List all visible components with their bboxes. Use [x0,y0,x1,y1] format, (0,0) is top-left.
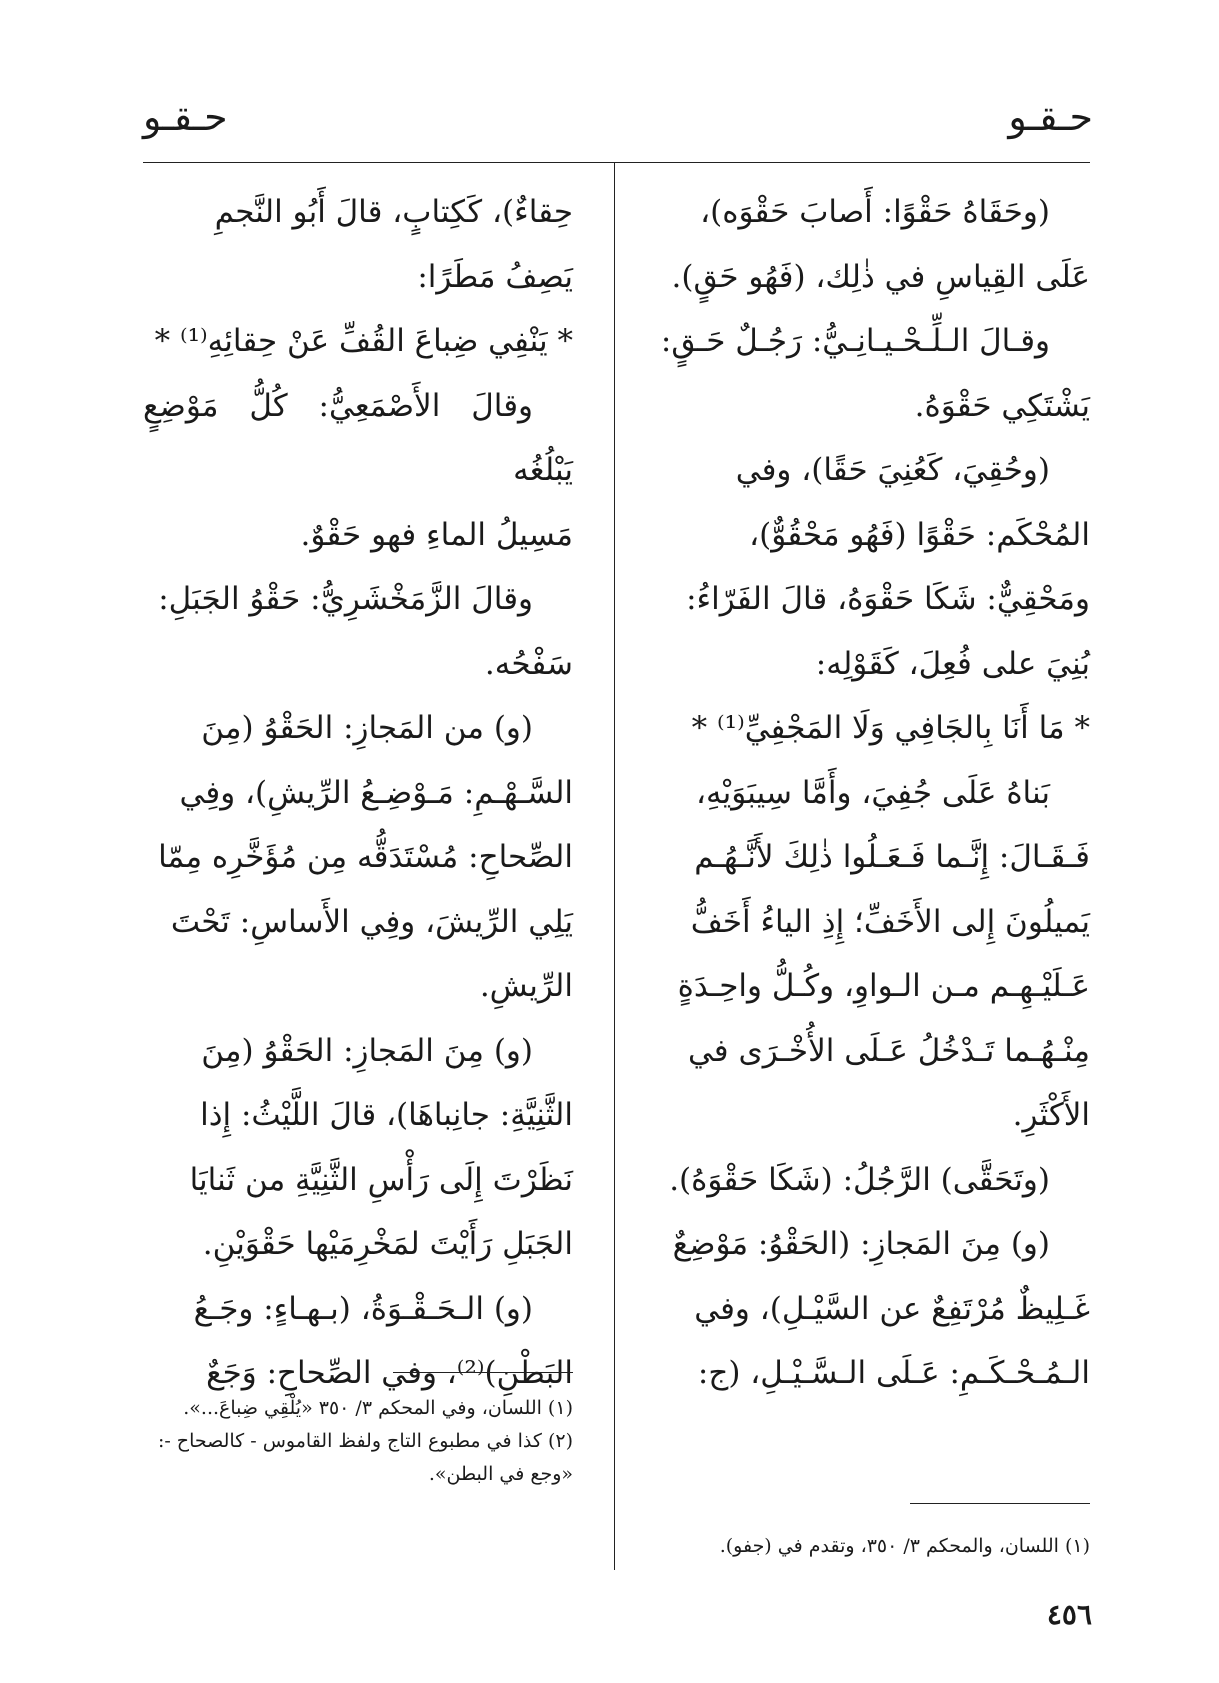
left-column [143,180,573,1406]
footnote: (٢) كذا في مطبوع التاج ولفظ القاموس - كالصحاح -: «وجع في البطن». [157,1430,573,1485]
text-line: فَـقَـالَ: إِنَّـما فَـعَـلُوا ذٰلِكَ لأَنَّـهُـم [694,839,1090,875]
text-line: حِقاءٌ)، كَكِتابٍ، قالَ أَبُو النَّجمِ [214,194,573,230]
text-line: يَلِي الرِّيشَ، وفِي الأَساسِ: تَحْتَ [170,903,573,940]
text-line: ومَحْقِيٌّ: شَكَا حَقْوَهُ، قالَ الفَرّاءُ: [686,581,1090,617]
running-header-right: حـقـو [1008,95,1093,139]
verse-line: * يَنْفِي ضِباعَ القُفِّ عَنْ حِقائِهِ⁽¹⁾ * [154,323,573,359]
header-rule [143,162,1090,163]
footnote: (١) اللسان، وفي المحكم ٣/ ٣٥٠ «يُلْقِي ضِباعَ...». [183,1397,573,1419]
text-line: (و) مِنَ المَجازِ: (الحَقْوُ: مَوْضِعٌ [672,1226,1050,1262]
text-line: الثَّنِيَّةِ: جانِباهَا)، قالَ اللَّيْثُ: إِذا [200,1097,573,1133]
text-line: (وحَقَاهُ حَقْوًا: أَصابَ حَقْوَه)، [700,194,1050,230]
text-line: عَلَى القِياسِ في ذٰلِك، (فَهُو حَقٍ). [671,258,1090,295]
text-line: السَّـهْـمِ: مَـوْضِـعُ الرِّيشِ)، وفِي [179,774,573,811]
text-line: الصِّحاحِ: مُسْتَدَقُّه مِن مُؤَخَّرِه مِمّا [158,839,573,875]
text-line: يَشْتَكِي حَقْوَهُ. [914,387,1090,424]
text-line: الأَكْثَرِ. [1012,1097,1090,1133]
text-line: غَـلِيظٌ مُرْتَفِعٌ عن السَّيْـلِ)، وفي [694,1290,1090,1327]
text-line: (و) مِنَ المَجازِ: الحَقْوُ (مِنَ [201,1032,533,1069]
text-line: سَفْحُه. [484,645,573,682]
text-line: البَطْنِ)⁽²⁾، وفي الصِّحاحِ: وَجَعٌ [206,1355,573,1391]
footnotes-left [143,1392,573,1491]
footnote-rule-left [393,1372,573,1373]
text-line: يَميلُونَ إِلى الأَخَفِّ؛ إِذِ الياءُ أَخَفُّ [690,903,1090,940]
text-line: الجَبَلِ رَأَيْتَ لمَخْرِمَيْها حَقْوَيْنِ. [202,1226,573,1262]
text-line: مَسِيلُ الماءِ فهو حَقْوٌ. [300,516,573,553]
text-line: الـمُـحْـكَـمِ: عَـلَى الـسَّـيْـلِ، (ج: [697,1355,1090,1391]
text-line: وقـالَ الـلِّـحْـيـانِـيُّ: رَجُـلٌ حَـقٍ: [660,323,1050,359]
verse-line: * مَا أَنَا بِالجَافِي وَلَا المَجْفِيِّ⁽¹⁾ * [691,710,1090,746]
text-line: وقالَ الأَصْمَعِيُّ: كُلُّ مَوْضِعٍ يَبْلُغُه [143,387,573,488]
running-header-left: حـقـو [143,95,228,139]
text-line: (وتَحَقَّى) الرَّجُلُ: (شَكَا حَقْوَهُ). [669,1161,1050,1198]
text-line: بَناهُ عَلَى جُفِيَ، وأَمَّا سِيبَوَيْهِ، [696,774,1050,811]
text-line: يَصِفُ مَطَرًا: [417,258,573,295]
footnote-rule-right [910,1503,1090,1504]
text-line: نَظَرْتَ إِلَى رَأْسِ الثَّنِيَّةِ من ثَنايَا [189,1161,573,1198]
footnote: (١) اللسان، والمحكم ٣/ ٣٥٠، وتقدم في (جفو). [719,1535,1090,1557]
text-line: بُنِيَ على فُعِلَ، كَقَوْلِه: [815,645,1090,682]
text-line: المُحْكَم: حَقْوًا (فَهُو مَحْقُوٌّ)، [749,516,1090,553]
text-line: (و) الـحَـقْـوَةُ، (بـهـاءٍ: وجَـعُ [193,1290,533,1327]
column-divider [614,162,615,1570]
right-column [660,180,1090,1406]
footnotes-right [660,1530,1090,1563]
text-line: عَـلَيْـهِـم مـن الـواوِ، وكُـلُّ واحِـدَةٍ [677,968,1090,1004]
page-number: ٤٥٦ [1046,1598,1092,1631]
text-line: وقالَ الزَّمَخْشَرِيُّ: حَقْوُ الجَبَلِ: [158,581,533,617]
text-line: مِنْـهُـما تَـدْخُلُ عَـلَى الأُخْـرَى في [687,1032,1090,1069]
text-line: (وحُقِيَ، كَعُنِيَ حَقًا)، وفي [735,452,1050,488]
text-line: (و) من المَجازِ: الحَقْوُ (مِنَ [201,710,533,746]
text-line: الرِّيشِ. [479,968,573,1004]
